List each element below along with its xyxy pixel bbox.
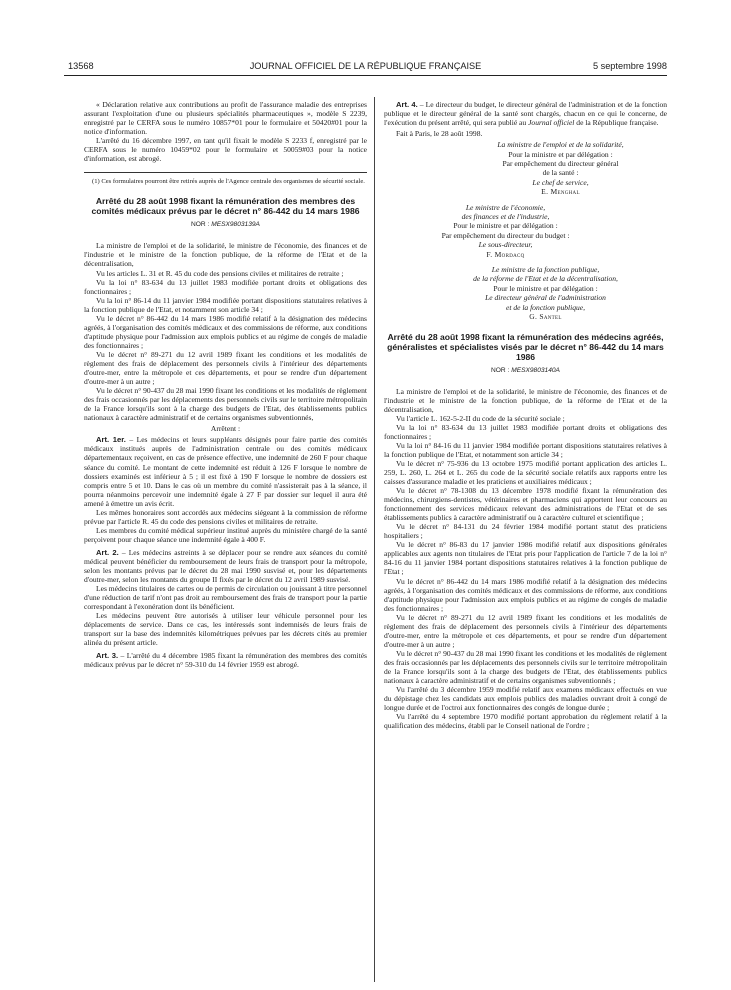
- article-2-label: Art. 2.: [96, 547, 119, 557]
- article-3: [84, 651, 367, 669]
- article-2-text: – Les médecins astreints à se déplacer pour se rendre aux séances du comité médical peuvent bénéficier du remboursement de leurs frais de transport pour la métropole, selon les montants prévus par le décret du 28 mai 1990 susvisé et, pour les départements d'outre-mer, selon les montants du groupe II fixés par le décret du 12 avril 1989 susvisé.: [84, 547, 367, 585]
- left-column: [84, 100, 367, 670]
- visa-paragraph: Vu l'arrêté du 4 septembre 1970 modifié portant approbation du règlement relatif à la qualification des médecins, établi par le Conseil national de l'ordre ;: [384, 712, 667, 731]
- signature-line: G. Santel: [529, 312, 562, 322]
- visa-paragraph: Vu le décret n° 86-442 du 14 mars 1986 modifié relatif à la désignation des médecins agréés, à l'organisation des comités médicaux et des commissions de réforme, aux conditions d'aptitude physique pour l'admission aux emplois publics et au régime de congés de maladie des fonctionnaires ;: [384, 576, 667, 613]
- visa-list: [384, 387, 667, 731]
- decree-title: Arrêté du 28 août 1998 fixant la rémunération des membres des comités médicaux prévus par le décret n° 86-442 du 14 mars 1986: [91, 196, 360, 217]
- article-1-paragraph: Les mêmes honoraires sont accordés aux médecins siégeant à la commission de réforme prévue par l'article R. 45 du code des pensions civiles et militaires de retraite.: [84, 507, 367, 526]
- visa-paragraph: Vu le décret n° 86-442 du 14 mars 1986 modifié relatif à la désignation des médecins agréés, à l'organisation des comités médicaux et des commissions de réforme, aux conditions d'aptitude physique pour l'admission aux emplois publics et au régime de congés de maladie des fonctionnaires ;: [84, 313, 367, 350]
- signature-line: La ministre de l'emploi et de la solidarité,: [497, 140, 624, 150]
- visa-paragraph: Vu la loi n° 83-634 du 13 juillet 1983 modifiée portant droits et obligations des fonctionnaires ;: [84, 277, 367, 296]
- signature-line: et de la fonction publique,: [505, 302, 586, 312]
- signature-line: Pour le ministre et par délégation :: [493, 283, 598, 293]
- article-1-paragraph: Les membres du comité médical supérieur institué auprès du ministère chargé de la santé perçoivent pour chaque séance une indemnité égale à 400 F.: [84, 525, 367, 544]
- article-2-paragraph: Les médecins titulaires de cartes ou de permis de circulation ou jouissant à titre personnel d'une réduction de tarif n'ont pas droit au remboursement des frais de transport pour la partie correspondant à l'exonération dont ils bénéficient.: [84, 584, 367, 612]
- arrete-heading: Arrêtent :: [210, 424, 241, 434]
- signature-line: Le chef de service,: [532, 177, 589, 187]
- column-divider: [374, 97, 375, 982]
- visa-paragraph: Vu l'article L. 162-5-2-II du code de la sécurité sociale ;: [396, 413, 565, 423]
- article-4-text: – Le directeur du budget, le directeur général de l'administration et de la fonction publique et le directeur général de la santé sont chargés, chacun en ce qui le concerne, de l'exécution du présent arrêté, qui sera publié au: [384, 100, 667, 128]
- signature-block-1: [384, 140, 667, 196]
- signature-line: Pour le ministre et par délégation :: [453, 221, 558, 231]
- page-number: 13568: [68, 61, 94, 71]
- visa-paragraph: Vu le décret n° 89-271 du 12 avril 1989 fixant les conditions et les modalités de règlement des frais de déplacement des personnels civils à l'intérieur des départements d'outre-mer, entre la métropole et ces départements, et pour se rendre d'un département d'outre-mer à un autre ;: [384, 612, 667, 649]
- intro-paragraph: « Déclaration relative aux contributions au profit de l'assurance maladie des entreprises assurant l'exploitation d'une ou plusieurs spécialités pharmaceutiques », modèle S 2239, enregistré par le CERFA sous le numéro 10857*01 pour le formulaire et 50420#01 pour la notice d'information.: [84, 100, 367, 137]
- signature-line: Par empêchement du directeur général: [502, 159, 619, 168]
- signature-line: de la réforme de l'Etat et de la décentralisation,: [473, 274, 618, 284]
- footnote: (1) Ces formulaires pourront être retirés auprès de l'Agence centrale des organismes de sécurité sociale.: [92, 178, 365, 186]
- issue-date: 5 septembre 1998: [592, 61, 667, 71]
- signature-line: F. Mordacq: [486, 249, 525, 259]
- visa-paragraph: Vu le décret n° 75-936 du 13 octobre 1975 modifié portant application des articles L. 259, L. 260, L. 264 et L. 265 du code de la sécurité sociale relatifs aux rapports entre les caisses d'assurance maladie et les praticiens et auxiliaires médicaux ;: [384, 458, 667, 487]
- visa-paragraph: Vu l'arrêté du 3 décembre 1959 modifié relatif aux examens médicaux effectués en vue du dépistage chez les candidats aux emplois publics des maladies ouvrant droit à congé de longue durée et de l'octroi aux fonctionnaires des congés de longue durée ;: [384, 685, 667, 713]
- running-header: [64, 61, 667, 76]
- article-4: [384, 100, 667, 127]
- visa-paragraph: Vu la loi n° 83-634 du 13 juillet 1983 modifiée portant droits et obligations des fonctionnaires ;: [384, 422, 667, 441]
- signature-line: des finances et de l'industrie,: [461, 212, 550, 222]
- signature-line: Pour la ministre et par délégation :: [508, 149, 613, 159]
- article-2: [84, 548, 367, 584]
- signature-block-2: [384, 203, 667, 259]
- intro-paragraph: L'arrêté du 16 décembre 1997, en tant qu'il fixait le modèle S 2233 f, enregistré par le CERFA sous le numéro 10459*02 pour le formulaire et 50059#03 pour la notice d'information, est abrogé.: [84, 136, 367, 164]
- article-4-end: de la République française.: [574, 118, 659, 128]
- article-3-text: – L'arrêté du 4 décembre 1985 fixant la rémunération des membres des comités médicaux prévus par le décret n° 59-310 du 14 février 1959 est abrogé.: [84, 651, 367, 670]
- nor-label: NOR :: [191, 221, 210, 229]
- visa-paragraph: Vu le décret n° 84-131 du 24 février 1984 modifié portant statut des praticiens hospitaliers ;: [384, 522, 667, 541]
- signature-line: Le ministre de la fonction publique,: [491, 265, 600, 275]
- visa-paragraph: Vu les articles L. 31 et R. 45 du code des pensions civiles et militaires de retraite ;: [96, 268, 344, 278]
- article-3-label: Art. 3.: [96, 651, 119, 661]
- visa-paragraph: La ministre de l'emploi et de la solidarité, le ministre de l'économie, des finances et de l'industrie et le ministre de la fonction publique, de la réforme de l'Etat et de la décentralisation,: [384, 386, 667, 414]
- article-4-label: Art. 4.: [396, 100, 418, 109]
- nor-label: NOR :: [491, 366, 510, 374]
- visa-paragraph: Vu le décret n° 90-437 du 28 mai 1990 fixant les conditions et les modalités de règlement des frais occasionnés par les déplacements des personnels civils sur le territoire métropolitain de la France lorsqu'ils sont à la charge des budgets de l'Etat, des établissements publics nationaux à caractère administratif et de certains organismes subventionnés,: [84, 386, 367, 423]
- place-date: Fait à Paris, le 28 août 1998.: [396, 129, 483, 139]
- visa-paragraph: Vu le décret n° 89-271 du 12 avril 1989 fixant les conditions et les modalités de règlement des frais de déplacement des personnels civils à l'intérieur des départements d'outre-mer, entre la métropole et ces départements, et pour se rendre d'un département d'outre-mer à un autre ;: [84, 349, 367, 387]
- nor-reference: [384, 366, 667, 375]
- footnote-rule: [84, 172, 367, 173]
- visa-paragraph: Vu le décret n° 90-437 du 28 mai 1990 fixant les conditions et les modalités de règlement des frais occasionnés par les déplacements des personnels civils sur le territoire métropolitain de la France lorsqu'ils sont à la charge des budgets de l'Etat, des établissements publics nationaux à caractère administratif et de certains organismes subventionnés ;: [384, 648, 667, 686]
- signature-line: Par empêchement du directeur du budget :: [441, 230, 570, 240]
- article-1-label: Art. 1er.: [96, 435, 126, 445]
- signature-line: Le sous-directeur,: [478, 240, 533, 250]
- visa-paragraph: Vu la loi n° 84-16 du 11 janvier 1984 modifiée portant dispositions statutaires relatives à la fonction publique de l'Etat, et notamment son article 34 ;: [384, 440, 667, 459]
- journal-reference: Journal officiel: [528, 118, 575, 128]
- visa-paragraph: Vu le décret n° 78-1308 du 13 décembre 1978 modifié fixant la rémunération des médecins, chirurgiens-dentistes, vétérinaires et pharmaciens qui apportent leur concours au fonctionnement des services médicaux relevant des administrations de l'Etat et de ses établissements publics à caractère administratif ou à caractère culturel et scientifique ;: [384, 486, 667, 523]
- article-1: [84, 435, 367, 507]
- journal-title: JOURNAL OFFICIEL DE LA RÉPUBLIQUE FRANÇAISE: [249, 61, 482, 71]
- signature-line: Le ministre de l'économie,: [465, 202, 546, 212]
- visa-paragraph: Vu le décret n° 86-83 du 17 janvier 1986 modifié relatif aux dispositions générales applicables aux agents non titulaires de l'Etat pris pour l'application de l'article 7 de la loi n° 84-16 du 11 janvier 1984 portant dispositions statutaires relatives à la fonction publique de l'Etat ;: [384, 540, 667, 577]
- signature-line: de la santé :: [542, 168, 579, 178]
- visa-paragraph: Vu la loi n° 86-14 du 11 janvier 1984 modifiée portant dispositions statutaires relatives à la fonction publique de l'Etat, et notamment son article 34 ;: [84, 295, 367, 314]
- visa-paragraph: La ministre de l'emploi et de la solidarité, le ministre de l'économie, des finances et de l'industrie et le ministre de la fonction publique, de la réforme de l'Etat et de la décentralisation,: [84, 241, 367, 269]
- right-column: [384, 100, 667, 730]
- article-2-paragraph: Les médecins peuvent être autorisés à utiliser leur véhicule personnel pour les déplacements de service. Dans ce cas, les intéressés sont indemnisés de leurs frais de transport sur la base des indemnités kilométriques prévues par les décrets cités au premier alinéa du présent article.: [84, 611, 367, 648]
- nor-code: MESX9803140A: [511, 366, 560, 374]
- nor-code: MESX9803139A: [211, 221, 260, 229]
- decree-title: Arrêté du 28 août 1998 fixant la rémunération des médecins agréés, généralistes et spécialistes visés par le décret n° 86-442 du 14 mars 1986: [387, 331, 664, 362]
- article-1-text: – Les médecins et leurs suppléants désignés pour faire partie des comités médicaux institués auprès de l'administration centrale ou des comités médicaux départementaux reçoivent, en cas de présence effective, une indemnité de 260 F pour chaque séance du comité. Le montant de cette indemnité est réduit à 126 F lorsque le nombre de dossiers examinés est inférieur à 5 ; il est fixé à 190 F lorsque le nombre de dossiers est compris entre 5 et 10. Dans le cas où un membre du comité n'assisterait pas à la séance, il pourra néanmoins percevoir une indemnité égale à 27 F par dossier sur lequel il aura été amené à émettre un avis écrit.: [84, 435, 368, 508]
- signature-line: Le directeur général de l'administration: [485, 293, 606, 303]
- signature-block-3: [384, 265, 667, 321]
- nor-reference: [84, 220, 367, 229]
- signature-line: E. Menghal: [541, 187, 580, 197]
